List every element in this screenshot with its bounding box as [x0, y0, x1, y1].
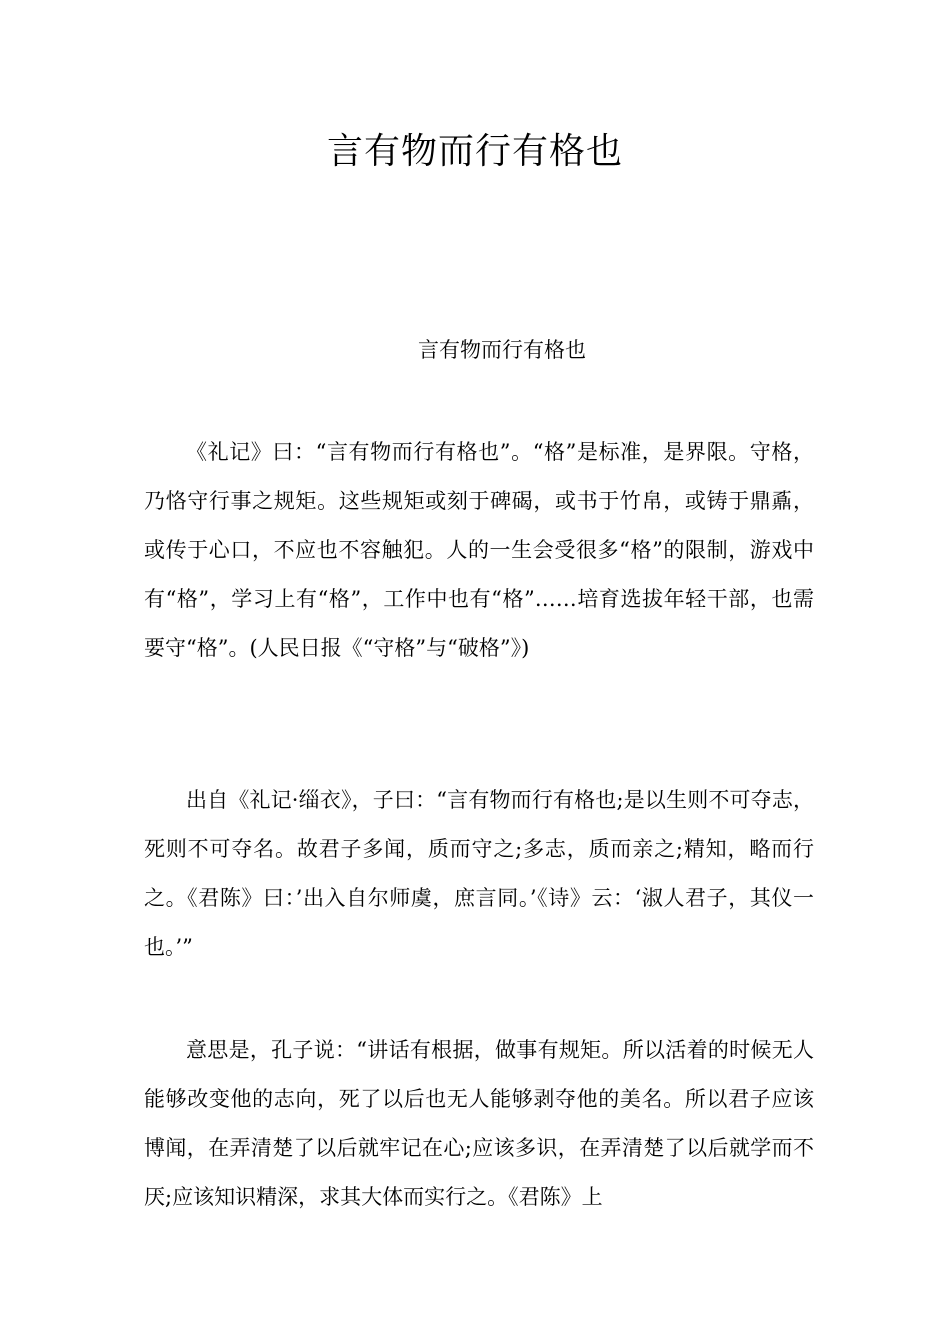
- document-title: 言有物而行有格也: [326, 131, 623, 172]
- paragraph-3: [144, 1026, 814, 1222]
- paragraph-text: 意思是，孔子说：“讲话有根据，做事有规矩。所以活着的时候无人能够改变他的志向，死了以后也无人能够剥夺他的美名。所以君子应该博闻，在弄清楚了以后就牢记在心;应该多识，在弄清楚了以后就学而不厌;应该知识精深，求其大体而实行之。《君陈》上: [144, 1038, 814, 1209]
- paragraph-1: [144, 428, 814, 673]
- paragraph-text: 出自《礼记·缁衣》，子曰：“言有物而行有格也;是以生则不可夺志，死则不可夺名。故君子多闻，质而守之;多志，质而亲之;精知，略而行之。《君陈》曰：’出入自尔师虞，庶言同。’《诗》云：‘淑人君子，其仪一也。’”: [144, 788, 814, 959]
- document-subtitle: 言有物而行有格也: [418, 338, 586, 362]
- paragraph-text: 《礼记》曰：“言有物而行有格也”。“格”是标准，是界限。守格，乃恪守行事之规矩。这些规矩或刻于碑碣，或书于竹帛，或铸于鼎鼒，或传于心口，不应也不容触犯。人的一生会受很多“格”的限制，游戏中有“格”，学习上有“格”，工作中也有“格”……培育选拔年轻干部，也需要守“格”。(人民日报《“守格”与“破格”》): [144, 440, 814, 660]
- paragraph-2: [144, 776, 814, 972]
